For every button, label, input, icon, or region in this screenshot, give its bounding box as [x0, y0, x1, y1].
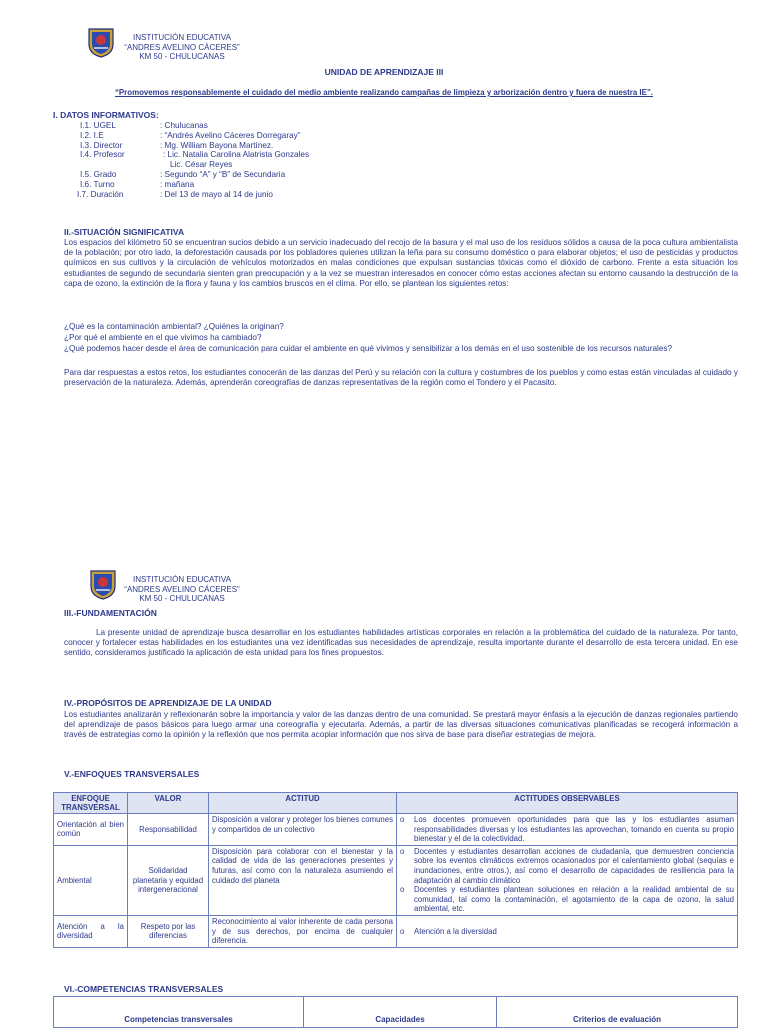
enfoque-cell: Orientación al bien común: [54, 814, 128, 846]
bullet: o: [400, 815, 405, 824]
question-1: ¿Qué es la contaminación ambiental? ¿Quiénes la originan?: [64, 322, 284, 331]
observables-cell: [397, 845, 738, 915]
col-header: ENFOQUE TRANSVERSAL: [54, 793, 128, 814]
datos-key: [80, 160, 170, 170]
observables-cell: [397, 814, 738, 846]
section-1-heading: I. DATOS INFORMATIVOS:: [53, 110, 159, 120]
valor-cell: Respeto por las diferencias: [128, 915, 209, 947]
datos-row: [80, 160, 309, 170]
datos-key: I.1. UGEL: [80, 121, 116, 130]
datos-row: [80, 170, 309, 180]
datos-row: [80, 150, 309, 160]
section-4-heading: IV.-PROPÓSITOS DE APRENDIZAJE DE LA UNIDAD: [64, 698, 272, 708]
datos-row: [80, 141, 309, 151]
situacion-paragraph: Los espacios del kilómetro 50 se encuentran sucios debido a un servicio inadecuado del recojo de la basura y el mal uso de los residuos sólidos a causa de la poca cultura ambientalista de la población; por otro lado, la deforestación causada por los pobladores quienes utilizan la leña para su consumo doméstico o para elaborar objetos; el uso de pesticidas y productos químicos en sus cultivos y la circulación de vehículos motorizados en malas condiciones que expulsan sustancias tóxicas como el dióxido de carbono. Frente a esta situación los estudiantes de segundo de secundaria sienten gran preocupación y a la vez se muestran interesados en conocer cómo estas acciones afectan su entorno causando la destrucción de la capa de ozono, la extinción de la flora y fauna y los cambios bruscos en el clima. Por ello, se plantean los siguientes retos:: [64, 238, 738, 288]
datos-value: : Segundo “A” y “B” de Secundaria: [160, 169, 286, 179]
observables-cell: [397, 915, 738, 947]
school-name-block-2: [112, 575, 252, 604]
datos-value: Lic. César Reyes: [170, 160, 233, 170]
propositos-paragraph: Los estudiantes analizarán y reflexionarán sobre la importancia y valor de las danzas dentro de una comunidad. Se prestará mayor énfasis a la ejecución de danzas regionales partiendo del aprendizaje de pasos básicos para luego armar una coreografía y ejecutarla. Además, a partir de las diversas situaciones comunicativas planificadas se recogerá información a través de estrategias como la opinión y la reflexión que nos permita acopiar información que nos sirva de base para diseñar estrategias de mejora.: [64, 710, 738, 740]
col-header: Competencias transversales: [54, 997, 304, 1028]
enfoque-cell: Ambiental: [54, 845, 128, 915]
datos-value: : “Andrés Avelino Cáceres Dorregaray”: [160, 130, 301, 140]
observable-text: Atención a la diversidad: [414, 926, 497, 936]
datos-value: : mañana: [160, 179, 195, 189]
school-line-3: KM 50 - CHULUCANAS: [139, 52, 225, 61]
enfoques-header-row: [54, 793, 738, 814]
section-5-heading: V.-ENFOQUES TRANSVERSALES: [64, 769, 200, 779]
datos-key: I.4. Profesor: [80, 150, 125, 160]
observable-text: Docentes y estudiantes plantean soluciones en relación a la realidad ambiental de su comunidad, tal como la contaminación, el agotamiento de la capa de ozono, la salud ambiental, etc.: [414, 885, 734, 914]
col-header: ACTITUD: [209, 793, 397, 814]
section-2-heading: II.-SITUACIÓN SIGNIFICATIVA: [64, 227, 185, 237]
question-3: ¿Qué podemos hacer desde el área de comunicación para cuidar el ambiente en qué vivimos y sensibilizar a los demás en el uso sostenible de los recursos naturales?: [64, 344, 673, 353]
datos-row: [80, 180, 309, 190]
datos-row: [80, 121, 309, 131]
section-6-heading: VI.-COMPETENCIAS TRANSVERSALES: [64, 984, 224, 994]
table-row: [54, 845, 738, 915]
col-header: VALOR: [128, 793, 209, 814]
list-item: [400, 847, 734, 885]
datos-row: [77, 190, 309, 200]
actitud-cell: Reconocimiento al valor inherente de cada persona y de sus derechos, por encima de cualquier diferencia.: [209, 915, 397, 947]
section-3-heading: III.-FUNDAMENTACIÓN: [64, 608, 157, 618]
actitud-cell: Disposición para colaborar con el bienestar y la calidad de vida de las generaciones presentes y futuras, así como con la naturaleza asumiendo el cuidado del planeta: [209, 845, 397, 915]
list-item: [400, 927, 734, 937]
actitud-cell: Disposición a valorar y proteger los bienes comunes y compartidos de un colectivo: [209, 814, 397, 846]
bullet: o: [400, 885, 405, 895]
unit-subtitle: “Promovemos responsablemente el cuidado del medio ambiente realizando campañas de limpieza y arborización dentro y fuera de nuestra IE”.: [114, 88, 654, 97]
school-line-3: KM 50 - CHULUCANAS: [139, 594, 225, 603]
datos-value: : Lic. Natalia Carolina Alatrista Gonzales: [163, 150, 310, 160]
valor-cell: Solidaridad planetaria y equidad intergeneracional: [128, 845, 209, 915]
enfoques-table: [53, 792, 738, 948]
unit-title: UNIDAD DE APRENDIZAJE III: [324, 67, 444, 77]
datos-key: I.2. I.E: [80, 130, 104, 140]
bullet: o: [400, 926, 405, 936]
col-header: ACTITUDES OBSERVABLES: [397, 793, 738, 814]
datos-value: : Del 13 de mayo al 14 de junio: [160, 189, 273, 199]
observable-text: Docentes y estudiantes desarrollan acciones de ciudadanía, que demuestren conciencia sobre los eventos climáticos extremos ocasionados por el calentamiento global (sequías e inundaciones, entre otros.), así como el desarrollo de capacidades de resiliencia para la adaptación al cambio climático: [414, 846, 734, 885]
competencias-header-row: [54, 997, 738, 1028]
datos-row: [80, 131, 309, 141]
col-header: Criterios de evaluación: [497, 997, 738, 1028]
fundamentacion-paragraph: La presente unidad de aprendizaje busca desarrollar en los estudiantes habilidades artísticas corporales en relación a la problemática del cuidado de la naturaleza. Por tanto, conocer y fortalecer estas habilidades en los estudiantes una vez identificadas sus necesidades de aprendizaje, resulta importante durante el desarrollo de esta tercera unidad. En ese sentido, consideramos justificado la aplicación de esta unidad para los fines propuestos.: [64, 628, 738, 658]
col-header: Capacidades: [304, 997, 497, 1028]
datos-key: I.6. Turno: [80, 179, 115, 189]
enfoque-cell: Atención a la diversidad: [54, 915, 128, 947]
competencias-table: [53, 996, 738, 1028]
situacion-paragraph-2: Para dar respuestas a estos retos, los estudiantes conocerán de las danzas del Perú y su relación con la cultura y costumbres de los pueblos y como estas están vinculadas al cuidado y preservación de la naturaleza. Además, aprenderán coreografías de danzas representativas de la región como el Tondero y el Pacasito.: [64, 368, 738, 388]
school-line-2: “ANDRES AVELINO CÁCERES”: [124, 42, 240, 52]
table-row: [54, 814, 738, 846]
bullet: o: [400, 846, 405, 856]
school-line-2: “ANDRES AVELINO CÁCERES”: [124, 584, 240, 594]
observable-text: Los docentes promueven oportunidades para que las y los estudiantes asuman responsabilidades diversas y los estudiantes las aprovechan, tomando en cuenta su propio bienestar y el de la colectividad.: [414, 815, 734, 844]
valor-cell: Responsabilidad: [128, 814, 209, 846]
datos-key: I.5. Grado: [80, 169, 117, 179]
datos-value: : Chulucanas: [160, 121, 208, 130]
datos-table: [77, 121, 310, 199]
table-row: [54, 915, 738, 947]
question-2: ¿Por qué el ambiente en el que vivimos ha cambiado?: [64, 333, 262, 342]
list-item: [400, 815, 734, 844]
school-name-block-1: [112, 33, 252, 62]
datos-value: : Mg. William Bayona Martínez.: [160, 140, 274, 150]
school-line-1: INSTITUCIÓN EDUCATIVA: [133, 575, 231, 584]
school-line-1: INSTITUCIÓN EDUCATIVA: [133, 33, 231, 42]
datos-key: I.3. Director: [80, 140, 123, 150]
datos-key: I.7. Duración: [77, 189, 124, 199]
school-logo-1: [88, 28, 114, 58]
list-item: [400, 885, 734, 914]
